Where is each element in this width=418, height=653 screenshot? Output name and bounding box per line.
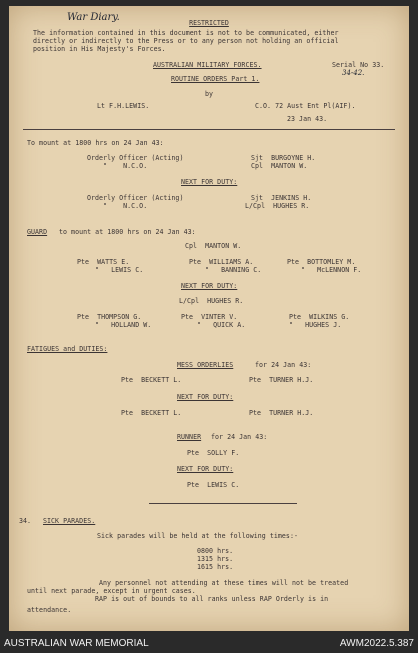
sick-parades-heading: SICK PARADES. xyxy=(43,517,96,525)
duty-cpl: Cpl MANTON W. xyxy=(251,162,308,170)
sick-parades-text: RAP is out of bounds to all ranks unless RAP Orderly is in xyxy=(95,595,329,603)
nco-label: " N.C.O. xyxy=(103,162,148,170)
unit-name: C.O. 72 Aust Ent Pl(AIF). xyxy=(255,102,356,110)
guard-member: Pte WILLIAMS A. xyxy=(189,258,254,266)
divider xyxy=(23,129,395,130)
force-name: AUSTRALIAN MILITARY FORCES. xyxy=(153,61,262,69)
notice-line-1: The information contained in this document is not to be communicated, either xyxy=(33,29,339,37)
mess-orderly-next: Pte TURNER H.J. xyxy=(249,409,314,417)
guard-member: " LEWIS C. xyxy=(95,266,144,274)
mess-orderly: Pte BECKETT L. xyxy=(121,376,182,384)
sick-parade-time: 1615 hrs. xyxy=(197,563,234,571)
next-for-duty-heading: NEXT FOR DUTY: xyxy=(177,393,234,401)
orderly-officer-label: Orderly Officer (Acting) xyxy=(87,194,184,202)
guard-next-lcpl: L/Cpl HUGHES R. xyxy=(179,297,244,305)
guard-member: " McLENNON F. xyxy=(301,266,362,274)
sick-parades-text: Sick parades will be held at the following times:- xyxy=(97,532,298,540)
next-for-duty-heading: NEXT FOR DUTY: xyxy=(177,465,234,473)
next-duty-lcpl: L/Cpl HUGHES R. xyxy=(245,202,310,210)
guard-member: " BANNING C. xyxy=(205,266,262,274)
restricted-label: RESTRICTED xyxy=(189,19,229,27)
next-duty-sjt: Sjt JENKINS H. xyxy=(251,194,312,202)
guard-member: Pte WATTS E. xyxy=(77,258,130,266)
runner: Pte SOLLY F. xyxy=(187,449,240,457)
orders-title: ROUTINE ORDERS Part 1. xyxy=(171,75,260,83)
sick-parade-time: 1315 hrs. xyxy=(197,555,234,563)
guard-member: " HOLLAND W. xyxy=(95,321,152,329)
footer-credit: AUSTRALIAN WAR MEMORIAL xyxy=(4,638,149,649)
sick-parades-text: until next parade, except in urgent cases. xyxy=(27,587,196,595)
divider xyxy=(149,503,297,504)
handwritten-note: War Diary. xyxy=(67,12,120,23)
handwritten-serial-suffix: 34-42. xyxy=(342,69,365,77)
nco-label: " N.C.O. xyxy=(103,202,148,210)
mess-orderlies-date: for 24 Jan 43: xyxy=(255,361,312,369)
orderly-officer-label: Orderly Officer (Acting) xyxy=(87,154,184,162)
duty-heading: To mount at 1800 hrs on 24 Jan 43: xyxy=(27,139,164,147)
notice-line-2: directly or indirectly to the Press or to any person not holding an official xyxy=(33,37,339,45)
footer-accession-number: AWM2022.5.387 xyxy=(339,638,414,649)
document-page xyxy=(9,6,409,631)
guard-member: Pte WILKINS G. xyxy=(289,313,350,321)
fatigues-heading: FATIGUES and DUTIES: xyxy=(27,345,108,353)
runner-date: for 24 Jan 43: xyxy=(211,433,268,441)
next-for-duty-heading: NEXT FOR DUTY: xyxy=(181,282,238,290)
duty-sjt: Sjt BURGOYNE H. xyxy=(251,154,316,162)
guard-member: Pte THOMPSON G. xyxy=(77,313,142,321)
next-for-duty-heading: NEXT FOR DUTY: xyxy=(181,178,238,186)
guard-member: Pte VINTER V. xyxy=(181,313,238,321)
runner-next: Pte LEWIS C. xyxy=(187,481,240,489)
issuing-officer: Lt F.H.LEWIS. xyxy=(97,102,150,110)
serial-number: Serial No 33. xyxy=(332,61,385,69)
notice-line-3: position in His Majesty's Forces. xyxy=(33,45,166,53)
mess-orderly: Pte TURNER H.J. xyxy=(249,376,314,384)
by-label: by xyxy=(205,90,214,98)
sick-parades-text: Any personnel not attending at these times will not be treated xyxy=(99,579,349,587)
guard-cpl: Cpl MANTON W. xyxy=(185,242,242,250)
mess-orderly-next: Pte BECKETT L. xyxy=(121,409,182,417)
guard-heading: GUARD xyxy=(27,228,48,236)
sick-parades-text: attendance. xyxy=(27,606,72,614)
guard-member: " HUGHES J. xyxy=(289,321,342,329)
order-date: 23 Jan 43. xyxy=(287,115,328,123)
mess-orderlies-heading: MESS ORDERLIES xyxy=(177,361,234,369)
sick-parade-time: 0800 hrs. xyxy=(197,547,234,555)
guard-member: " QUICK A. xyxy=(197,321,246,329)
guard-member: Pte BOTTOMLEY M. xyxy=(287,258,356,266)
section-number: 34. xyxy=(19,517,32,525)
runner-heading: RUNNER xyxy=(177,433,202,441)
guard-heading-rest: to mount at 1800 hrs on 24 Jan 43: xyxy=(59,228,196,236)
